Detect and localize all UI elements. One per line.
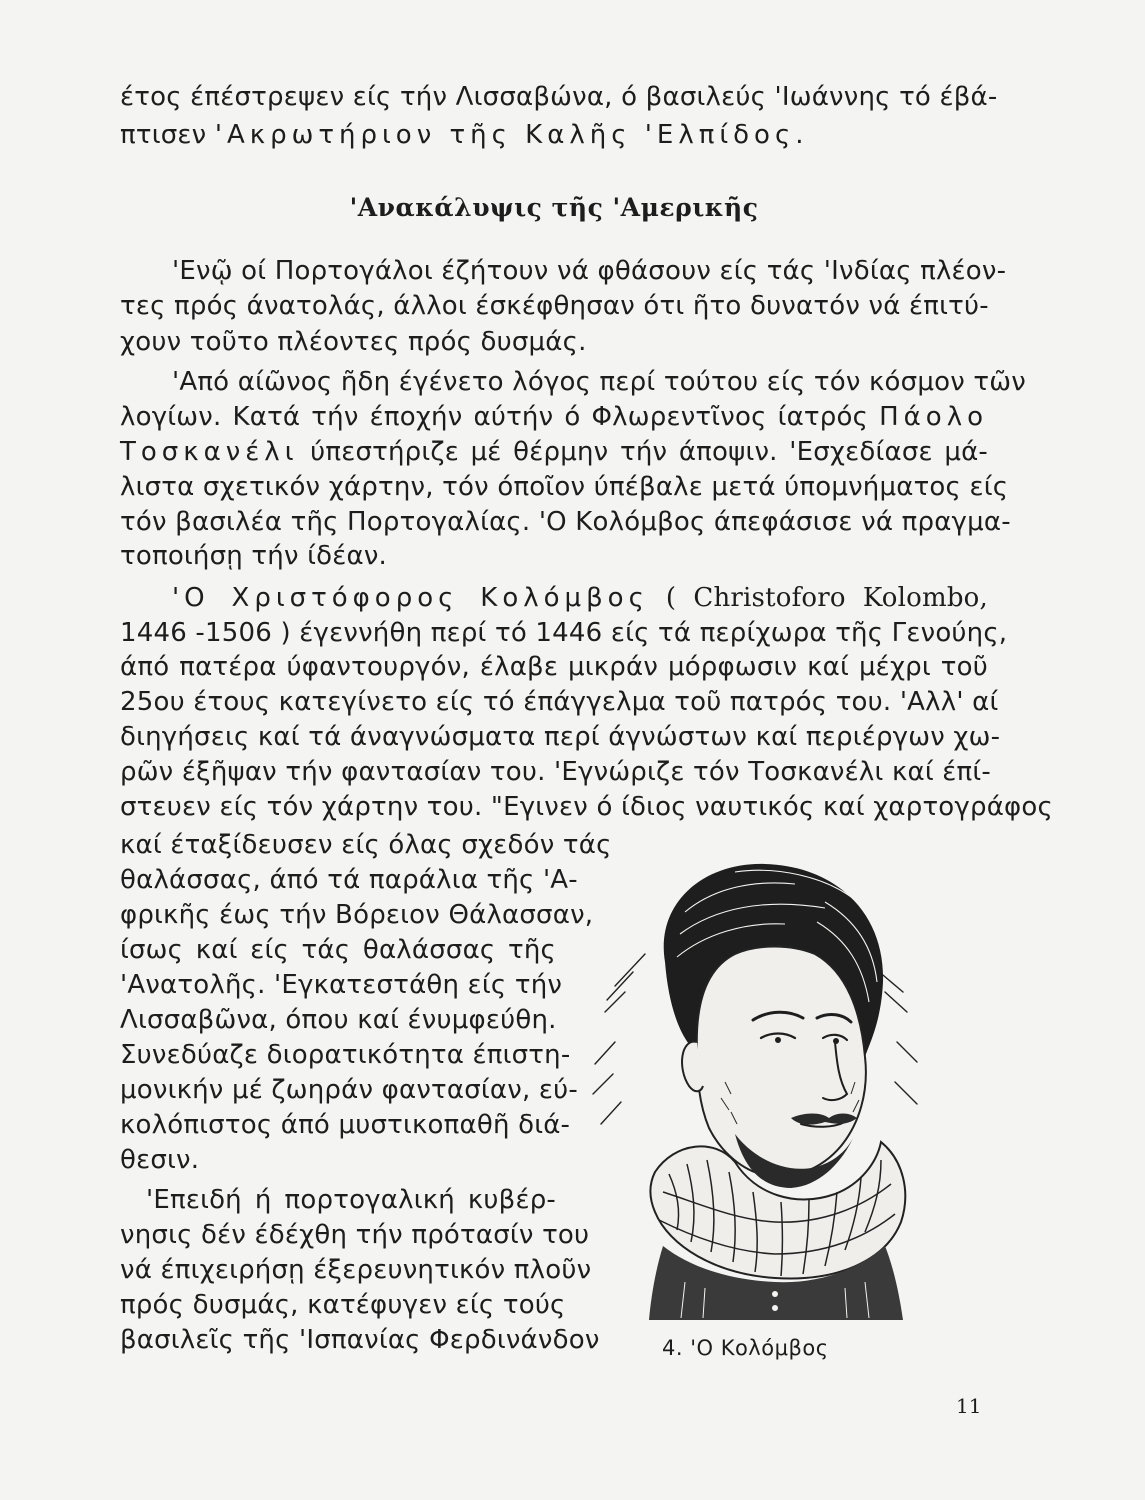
para2-line-3: [120, 437, 988, 467]
para1-line-3: χουν τοῦτο πλέοντες πρός δυσμάς.: [120, 327, 587, 357]
para3-short-line-8: μονικήν μέ ζωηράν φαντασίαν, εύ-: [120, 1075, 578, 1105]
para3-short-line-10: θεσιν.: [120, 1145, 200, 1175]
para3-short-line-5: 'Ανατολῆς. 'Εγκατεστάθη είς τήν: [120, 970, 563, 1000]
para4-line-1: 'Επειδή ή πορτογαλική κυβέρ-: [146, 1185, 556, 1215]
section-heading: 'Ανακάλυψις τῆς 'Αμερικῆς: [349, 193, 759, 222]
para2-line-4: λιστα σχετικόν χάρτην, τόν όποῖον ύπέβαλε μετά ύπομνήματος είς: [120, 472, 1009, 502]
para3-line-2: 1446 -1506 ) έγεννήθη περί τό 1446 είς τά περίχωρα τῆς Γενούης,: [120, 618, 1008, 648]
columbus-name: 'Ο Χριστόφορος Κολόμβος: [172, 583, 649, 613]
para2-line-1: 'Από αίῶνος ῆδη έγένετο λόγος περί τούτου είς τόν κόσμον τῶν: [172, 367, 1026, 397]
para3-line-4: 25ου έτους κατεγίνετο είς τό έπάγγελμα τοῦ πατρός του. 'Αλλ' αί: [120, 687, 999, 717]
para3-short-line-2: θαλάσσας, άπό τά παράλια τῆς 'Α-: [120, 865, 578, 895]
para3-short-line-3: φρικῆς έως τήν Βόρειον Θάλασσαν,: [120, 900, 594, 930]
intro-line-2-start: πτισεν: [120, 120, 207, 150]
paolo-name: Πάολο: [879, 402, 988, 432]
para3-short-line-7: Συνεδύαζε διορατικότητα έπιστη-: [120, 1040, 571, 1070]
para3-line-5: διηγήσεις καί τά άναγνώσματα περί άγνώστων καί περιέργων χω-: [120, 722, 1001, 752]
para3-short-line-6: Λισσαβῶνα, όπου καί ένυμφεύθη.: [120, 1005, 557, 1035]
para4-line-2: νησις δέν έδέχθη τήν πρότασίν του: [120, 1220, 590, 1250]
toscanelli-name: Τοσκανέλι: [120, 437, 299, 467]
para2-line-2: [120, 402, 988, 432]
columbus-portrait-icon: [585, 842, 925, 1322]
para1-line-1: 'Ενῷ οί Πορτογάλοι έζήτουν νά φθάσουν είς τάς 'Ινδίας πλέον-: [172, 256, 1007, 286]
para4-line-4: πρός δυσμάς, κατέφυγεν είς τούς: [120, 1290, 566, 1320]
para3-line-6: ρῶν έξῆψαν τήν φαντασίαν του. 'Εγνώριζε τόν Τοσκανέλι καί έπί-: [120, 757, 991, 787]
figure-caption: 4. 'Ο Κολόμβος: [662, 1336, 829, 1360]
para2-line-6: τοποιήσῃ τήν ίδέαν.: [120, 541, 388, 571]
para3-short-line-1: καί έταξίδευσεν είς όλας σχεδόν τάς: [120, 830, 612, 860]
para4-line-5: βασιλεῖς τῆς 'Ισπανίας Φερδινάνδον: [120, 1325, 600, 1355]
para2-line-2-start: λογίων. Κατά τήν έποχήν αύτήν ό Φλωρεντῖνος ίατρός: [120, 402, 869, 432]
para3-line-1: [120, 583, 988, 613]
para3-short-line-4: ίσως καί είς τάς θαλάσσας τῆς: [120, 935, 556, 965]
para1-line-2: τες πρός άνατολάς, άλλοι έσκέφθησαν ότι ῆτο δυνατόν νά έπιτύ-: [120, 291, 989, 321]
para3-short-line-9: κολόπιστος άπό μυστικοπαθῆ διά-: [120, 1110, 571, 1140]
page-number: 11: [956, 1394, 982, 1418]
columbus-latin-name: ( Christoforo Kolombo,: [665, 583, 988, 613]
intro-line-2: [120, 120, 988, 150]
intro-line-1: έτος έπέστρεψεν είς τήν Λισσαβώνα, ό βασιλεύς 'Ιωάννης τό έβά-: [120, 82, 998, 112]
cape-of-good-hope-name: 'Ακρωτήριον τῆς Καλῆς 'Ελπίδος.: [214, 120, 809, 150]
para2-line-3-rest: ύπεστήριζε μέ θέρμην τήν άποψιν. 'Εσχεδίασε μά-: [310, 437, 989, 467]
para2-line-5: τόν βασιλέα τῆς Πορτογαλίας. 'Ο Κολόμβος άπεφάσισε νά πραγμα-: [120, 507, 1011, 537]
para4-line-3: νά έπιχειρήσῃ έξερευνητικόν πλοῦν: [120, 1255, 592, 1285]
para3-line-7: στευεν είς τόν χάρτην του. "Εγινεν ό ίδιος ναυτικός καί χαρτογράφος: [120, 792, 1053, 822]
para3-line-3: άπό πατέρα ύφαντουργόν, έλαβε μικράν μόρφωσιν καί μέχρι τοῦ: [120, 652, 988, 682]
